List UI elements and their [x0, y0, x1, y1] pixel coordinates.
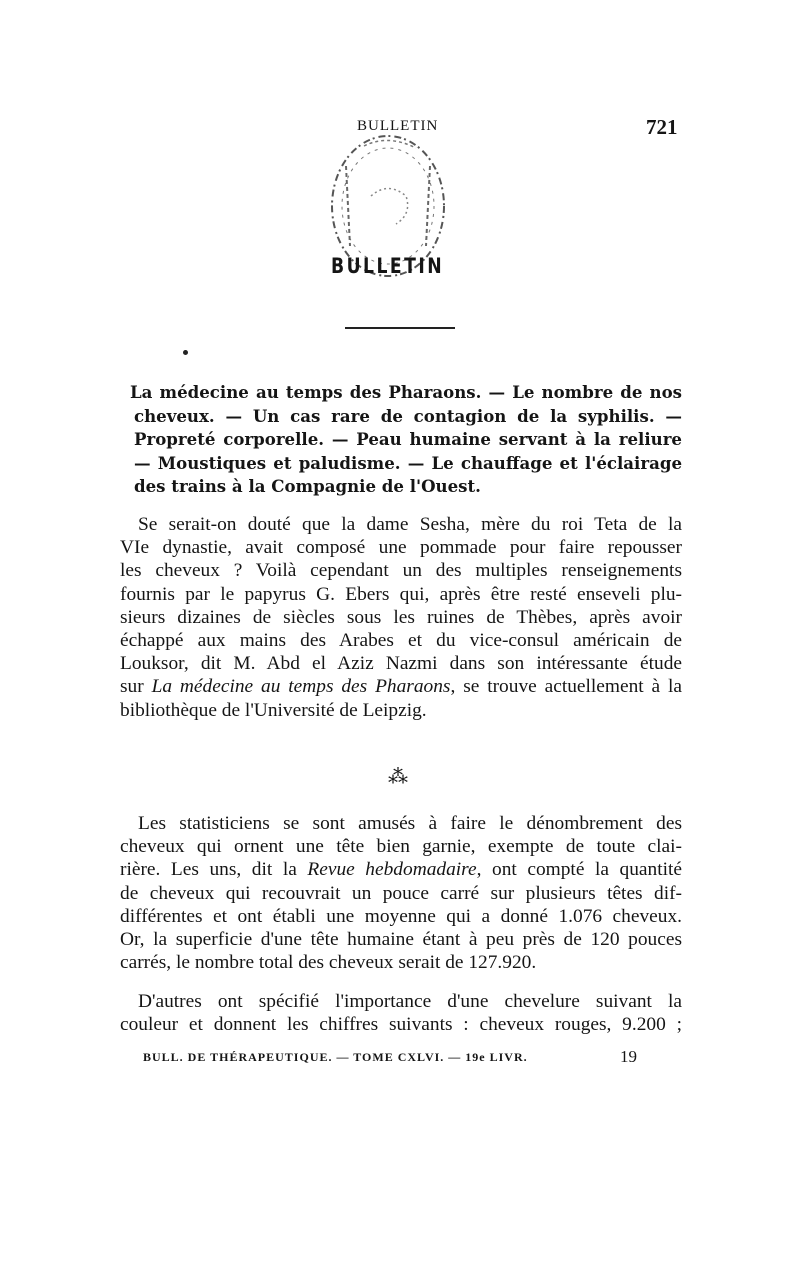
paragraph-statistics [120, 812, 682, 974]
running-title: BULLETIN [357, 118, 439, 134]
text-run: rière. Les uns, dit la [120, 859, 308, 881]
page-footer [0, 1047, 800, 1072]
text-line: les cheveux ? Voilà cependant un des multiples renseignements [120, 560, 682, 582]
text-line: cheveux qui ornent une tête bien garnie, exempte de toute clai- [120, 836, 682, 858]
article-summary [130, 381, 682, 499]
text-line [120, 858, 682, 881]
summary-line: — Moustiques et paludisme. — Le chauffage et l'éclairage [134, 452, 682, 473]
text-line: de cheveux qui recouvrait un pouce carré sur plusieurs têtes dif- [120, 882, 682, 904]
text-line: carrés, le nombre total des cheveux serait de 127.920. [120, 952, 537, 974]
summary-line: des trains à la Compagnie de l'Ouest. [134, 476, 481, 496]
text-line: Or, la superficie d'une tête humaine étant à peu près de 120 pouces [120, 929, 682, 951]
text-line: couleur et donnent les chiffres suivants : cheveux rouges, 9.200 ; [120, 1014, 682, 1036]
text-line: Louksor, dit M. Abd el Aziz Nazmi dans son intéressante étude [120, 653, 682, 675]
text-line: sieurs dizaines de siècles sous les ruines de Thèbes, après avoir [120, 606, 682, 628]
journal-title: Revue hebdomadaire [307, 859, 477, 881]
signature-number: 19 [620, 1047, 637, 1066]
text-line: Se serait-on douté que la dame Sesha, mère du roi Teta de la [138, 514, 682, 535]
text-line: échappé aux mains des Arabes et du vice-consul américain de [120, 630, 682, 652]
asterism: ⁂ [388, 766, 408, 788]
paragraph-colour [120, 990, 682, 1036]
text-run: sur [120, 676, 152, 698]
ink-dot [183, 350, 188, 355]
summary-line: cheveux. — Un cas rare de contagion de la syphilis. — [134, 405, 682, 426]
stamp-label: BULLETIN [331, 254, 445, 278]
signature-line: BULL. DE THÉRAPEUTIQUE. — TOME CXLVI. — 19e LIVR. [143, 1050, 528, 1064]
text-line: différentes et ont établi une moyenne qui a donné 1.076 cheveux. [120, 905, 682, 927]
book-title: La médecine au temps des Pharaons [151, 676, 451, 698]
text-line: D'autres ont spécifié l'importance d'une chevelure suivant la [138, 991, 682, 1012]
text-run: , se trouve actuellement à la [450, 676, 683, 698]
text-line: Les statisticiens se sont amusés à faire le dénombrement des [138, 813, 682, 834]
text-run: , ont compté la quantité [476, 859, 682, 881]
page-number: 721 [646, 115, 678, 139]
summary-line: La médecine au temps des Pharaons. — Le nombre de nos [130, 382, 682, 402]
paragraph-sesha [120, 513, 682, 722]
text-line [120, 675, 682, 698]
summary-line: Propreté corporelle. — Peau humaine servant à la reliure [134, 429, 682, 449]
text-line: bibliothèque de l'Université de Leipzig. [120, 699, 427, 721]
header-divider [345, 327, 455, 329]
text-line: VIe dynastie, avait composé une pommade pour faire repousser [120, 537, 682, 559]
text-line: fournis par le papyrus G. Ebers qui, après être resté enseveli plu- [120, 583, 682, 605]
